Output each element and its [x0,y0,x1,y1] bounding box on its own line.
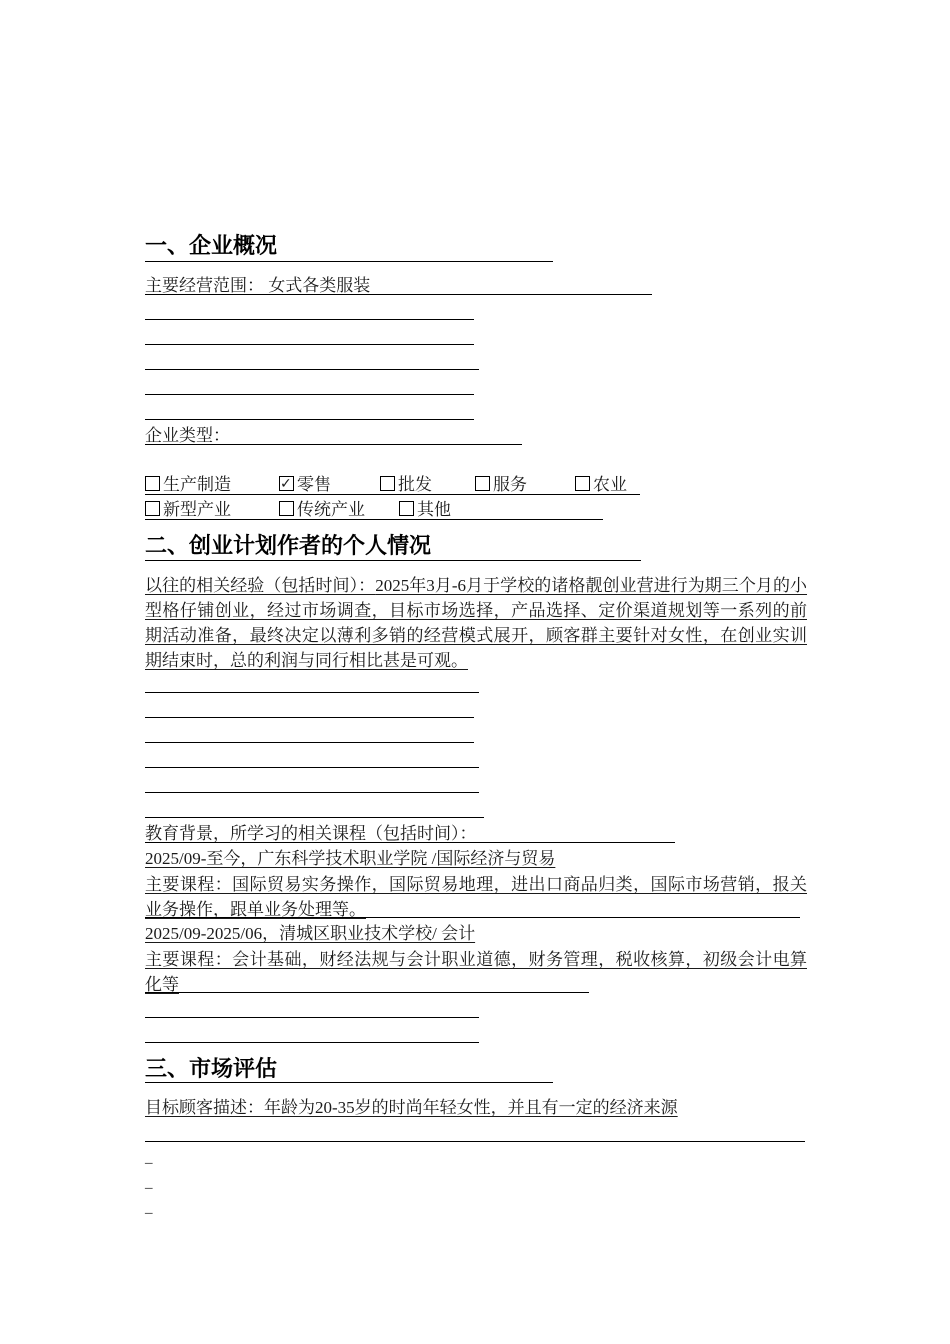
scope-value: 女式各类服装 [268,276,371,295]
checkbox-manufacturing[interactable]: 生产制造 [145,473,231,497]
dash-mark: _ [145,1175,153,1191]
checkbox-box [145,501,160,516]
checkbox-box [575,476,590,491]
blank-line [145,319,474,320]
checkbox-service[interactable]: 服务 [475,473,527,497]
options-underline [145,519,603,520]
type-label: 企业类型： [145,426,230,445]
blank-line [145,1042,479,1043]
blank-line [145,742,474,743]
experience-paragraph [145,573,807,673]
checkbox-box [145,476,160,491]
checkbox-agriculture[interactable]: 农业 [575,473,627,497]
options-underline [145,494,640,495]
education-label: 教育背景，所学习的相关课程（包括时间）： [145,824,477,843]
dash-mark: _ [145,1150,153,1166]
blank-line [145,394,474,395]
blank-line [145,717,474,718]
courses-underline [145,992,589,993]
dash-mark: _ [145,1200,153,1216]
education-courses-1: 主要课程：国际贸易实务操作，国际贸易地理，进出口商品归类，国际市场营销，报关业务操作，跟单业务处理等。 [145,875,807,919]
title-underline [145,261,553,262]
checkbox-traditional-industry[interactable]: 传统产业 [279,498,365,522]
blank-line [145,369,479,370]
section1-title: 一、企业概况 [145,234,278,259]
checked-box-icon [279,476,294,491]
checkbox-box [380,476,395,491]
blank-line [145,419,474,420]
checkbox-wholesale[interactable]: 批发 [380,473,432,497]
checkbox-box [279,501,294,516]
blank-line [145,1141,805,1142]
checkbox-box [475,476,490,491]
checkbox-retail[interactable]: ✓ 零售 [279,473,331,497]
blank-line [145,692,479,693]
checkbox-box [399,501,414,516]
target-customer-text: 目标顾客描述：年龄为20-35岁的时尚年轻女性，并且有一定的经济来源 [145,1098,678,1117]
checkbox-other[interactable]: 其他 [399,498,451,522]
blank-line [145,767,479,768]
education-underline [145,842,675,843]
education-courses-2: 主要课程：会计基础，财经法规与会计职业道德，财务管理，税收核算，初级会计电算化等 [145,950,807,994]
education-entry-1: 2025/09-至今，广东科学技术职业学院 /国际经济与贸易 [145,849,556,868]
experience-text: 2025年3月-6月于学校的诸格靓创业营进行为期三个月的小型格仔铺创业，经过市场调查，目标市场选择，产品选择、定价渠道规划等一系列的前期活动准备，最终决定以薄利多销的经营模式展开，顾客群主要针对女性，在创业实训期结束时，总的利润与同行相比甚是可观。 [145,576,808,670]
section2-title: 二、创业计划作者的个人情况 [145,534,432,559]
scope-label: 主要经营范围： [145,276,264,295]
scope-underline [145,294,652,295]
checkbox-new-industry[interactable]: 新型产业 [145,498,231,522]
section3-title: 三、市场评估 [145,1057,278,1082]
blank-line [145,792,479,793]
title-underline [145,1082,553,1083]
courses-underline [145,917,800,918]
blank-line [145,1017,479,1018]
blank-line [145,817,484,818]
experience-label: 以往的相关经验（包括时间）： [145,576,376,595]
blank-line [145,344,474,345]
education-entry-2: 2025/09-2025/06，清城区职业技术学校/ 会计 [145,924,476,943]
type-underline [145,444,522,445]
title-underline [145,560,641,561]
